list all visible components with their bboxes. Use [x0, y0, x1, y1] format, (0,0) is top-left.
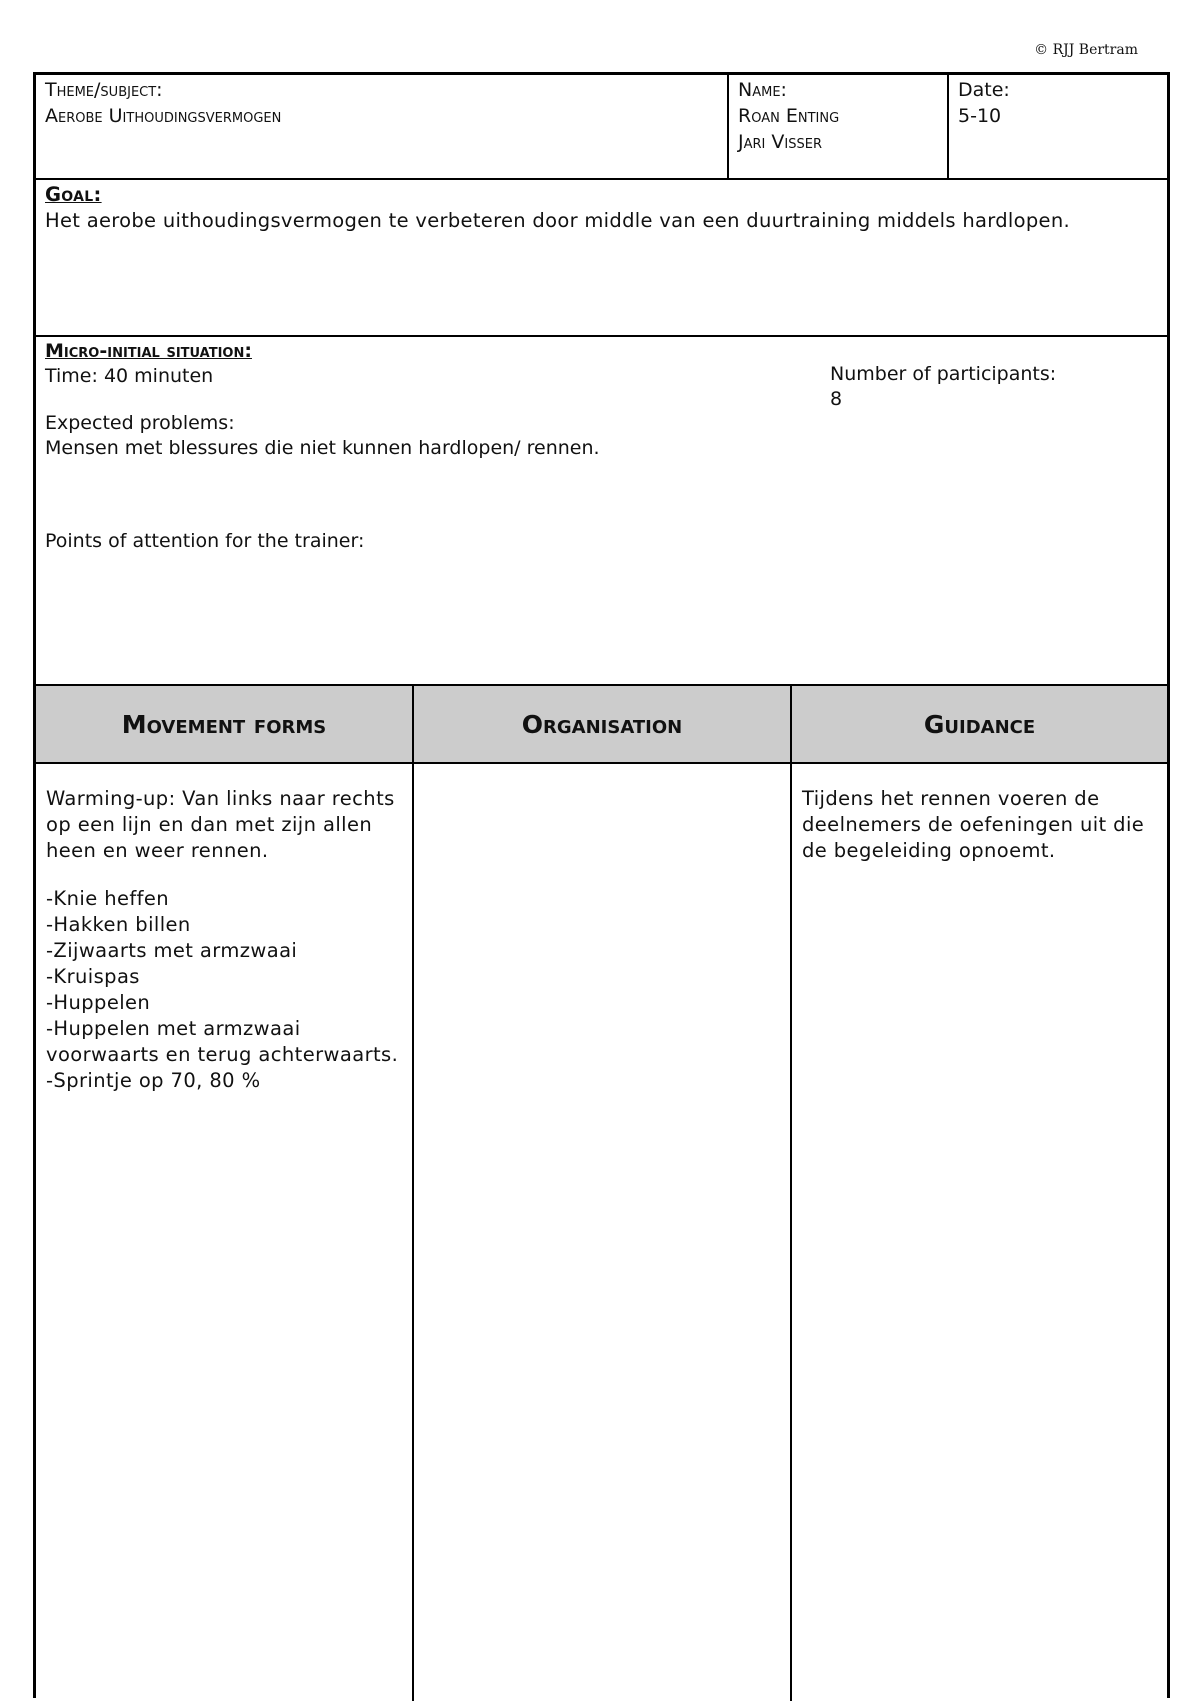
date-label: Date: [958, 79, 1010, 101]
theme-cell [36, 75, 729, 178]
participants-label: Number of participants: [830, 363, 1057, 385]
column-bodies [36, 764, 1167, 1701]
guidance-header: Guidance [923, 709, 1036, 739]
list-item: -Sprintje op 70, 80 % [46, 1069, 261, 1092]
name-value-2: Jari Visser [738, 131, 822, 153]
organisation-header: Organisation [414, 686, 792, 762]
list-item: -Knie heffen [46, 887, 170, 910]
movement-intro: Warming-up: Van links naar rechts op een lijn en dan met zijn allen heen en weer rennen. [46, 787, 395, 862]
time-text: Time: 40 minuten [45, 365, 214, 387]
guidance-text: Tijdens het rennen voeren de deelnemers de oefeningen uit die de begeleiding opnoemt. [802, 787, 1145, 862]
list-item: -Huppelen met armzwaai voorwaarts en terug achterwaarts. [46, 1017, 399, 1066]
organisation-column [414, 764, 792, 1701]
micro-situation-section [36, 337, 1167, 686]
date-value: 5-10 [958, 105, 1002, 127]
list-item: -Zijwaarts met armzwaai [46, 939, 298, 962]
participants-value: 8 [830, 388, 843, 410]
copyright-notice: © RJJ Bertram [1034, 42, 1138, 58]
goal-text: Het aerobe uithoudingsvermogen te verbeteren door middle van een duurtraining middels hardlopen. [45, 209, 1071, 232]
problems-label: Expected problems: [45, 412, 235, 434]
attention-label: Points of attention for the trainer: [45, 530, 365, 552]
movement-forms-header: Movement forms [36, 686, 414, 762]
goal-section [36, 180, 1167, 337]
micro-heading: Micro-initial situation: [45, 340, 252, 362]
list-item: -Huppelen [46, 991, 151, 1014]
theme-label: Theme/subject: [45, 79, 163, 101]
list-item: -Kruispas [46, 965, 140, 988]
column-headers [36, 686, 1167, 764]
guidance-column [792, 764, 1167, 1701]
header-row [36, 75, 1167, 180]
problems-text: Mensen met blessures die niet kunnen hardlopen/ rennen. [45, 437, 600, 459]
name-label: Name: [738, 79, 787, 101]
name-value-1: Roan Enting [738, 105, 840, 127]
goal-heading: Goal: [45, 183, 102, 206]
movement-list [46, 886, 402, 1094]
movement-forms-column [36, 764, 414, 1701]
theme-value: Aerobe Uithoudingsvermogen [45, 105, 282, 127]
date-cell [949, 75, 1167, 178]
list-item: -Hakken billen [46, 913, 191, 936]
name-cell [729, 75, 949, 178]
lesson-plan-form [33, 72, 1170, 1698]
